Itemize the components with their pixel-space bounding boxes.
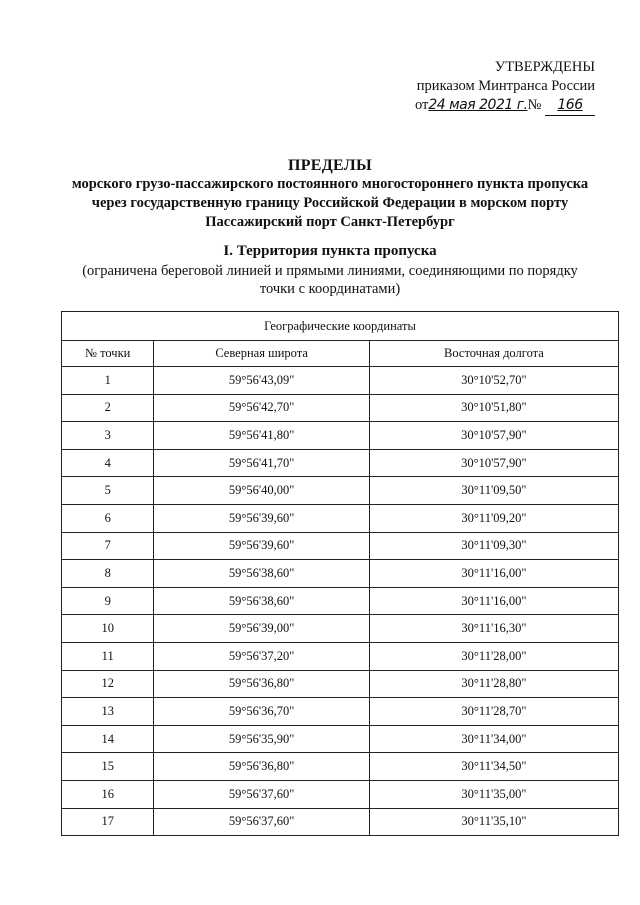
longitude-cell: 30°11'35,10" (369, 808, 618, 836)
longitude-cell: 30°10'51,80" (369, 394, 618, 422)
point-number-cell: 4 (62, 449, 154, 477)
document-title: ПРЕДЕЛЫ (287, 157, 373, 174)
latitude-cell: 59°56'38,60" (154, 587, 369, 615)
handwritten-number: 166 (557, 97, 583, 113)
table-row (62, 587, 619, 615)
approval-order: приказом Минтранса России (416, 78, 595, 94)
point-number-cell: 9 (62, 587, 154, 615)
table-row (62, 725, 619, 753)
latitude-cell: 59°56'41,70" (154, 449, 369, 477)
table-row (62, 449, 619, 477)
latitude-cell: 59°56'37,20" (154, 642, 369, 670)
point-number-cell: 15 (62, 753, 154, 781)
latitude-cell: 59°56'36,80" (154, 670, 369, 698)
longitude-cell: 30°11'28,70" (369, 698, 618, 726)
longitude-cell: 30°11'34,00" (369, 725, 618, 753)
point-number-cell: 2 (62, 394, 154, 422)
section-title: I. Территория пункта пропуска (223, 243, 437, 259)
table-group-header: Географические координаты (62, 312, 619, 341)
table-row (62, 698, 619, 726)
table-row (62, 670, 619, 698)
latitude-cell: 59°56'39,00" (154, 615, 369, 643)
longitude-cell: 30°10'57,90" (369, 422, 618, 450)
table-row (62, 642, 619, 670)
longitude-cell: 30°11'28,00" (369, 642, 618, 670)
section-note-line: точки с координатами) (259, 281, 401, 297)
point-number-cell: 13 (62, 698, 154, 726)
section-note (50, 262, 610, 298)
longitude-cell: 30°10'57,90" (369, 449, 618, 477)
latitude-cell: 59°56'42,70" (154, 394, 369, 422)
point-number-cell: 16 (62, 780, 154, 808)
latitude-cell: 59°56'39,60" (154, 532, 369, 560)
latitude-cell: 59°56'37,60" (154, 780, 369, 808)
longitude-cell: 30°11'16,00" (369, 560, 618, 588)
point-number-cell: 7 (62, 532, 154, 560)
coordinates-table (61, 311, 619, 836)
latitude-cell: 59°56'36,80" (154, 753, 369, 781)
date-prefix: от (414, 97, 429, 113)
subtitle-line: морского грузо-пассажирского постоянного многостороннего пункта пропуска (71, 176, 589, 192)
table-row (62, 780, 619, 808)
handwritten-date: 24 мая 2021 г. (428, 97, 528, 113)
longitude-cell: 30°10'52,70" (369, 367, 618, 395)
longitude-cell: 30°11'16,30" (369, 615, 618, 643)
latitude-cell: 59°56'36,70" (154, 698, 369, 726)
table-row (62, 477, 619, 505)
latitude-cell: 59°56'39,60" (154, 504, 369, 532)
point-number-cell: 5 (62, 477, 154, 505)
latitude-cell: 59°56'37,60" (154, 808, 369, 836)
point-number-cell: 8 (62, 560, 154, 588)
point-number-cell: 3 (62, 422, 154, 450)
latitude-cell: 59°56'38,60" (154, 560, 369, 588)
subtitle-line: Пассажирский порт Санкт-Петербург (205, 214, 455, 230)
point-number-cell: 12 (62, 670, 154, 698)
point-number-cell: 1 (62, 367, 154, 395)
point-number-cell: 6 (62, 504, 154, 532)
longitude-cell: 30°11'35,00" (369, 780, 618, 808)
latitude-cell: 59°56'35,90" (154, 725, 369, 753)
table-row (62, 504, 619, 532)
table-row (62, 532, 619, 560)
table-row (62, 560, 619, 588)
longitude-cell: 30°11'16,00" (369, 587, 618, 615)
column-header-longitude: Восточная долгота (369, 341, 618, 367)
longitude-cell: 30°11'09,20" (369, 504, 618, 532)
point-number-cell: 11 (62, 642, 154, 670)
document-subtitle (40, 175, 620, 232)
latitude-cell: 59°56'41,80" (154, 422, 369, 450)
table-row (62, 808, 619, 836)
section-note-line: (ограничена береговой линией и прямыми линиями, соединяющими по порядку (82, 263, 578, 279)
table-row (62, 367, 619, 395)
latitude-cell: 59°56'40,00" (154, 477, 369, 505)
subtitle-line: через государственную границу Российской Федерации в морском порту (91, 195, 569, 211)
table-row (62, 753, 619, 781)
number-prefix: № (527, 97, 542, 113)
table-body (62, 367, 619, 836)
table-row (62, 394, 619, 422)
column-header-point: № точки (62, 341, 154, 367)
longitude-cell: 30°11'09,30" (369, 532, 618, 560)
longitude-cell: 30°11'34,50" (369, 753, 618, 781)
table-row (62, 422, 619, 450)
table-row (62, 615, 619, 643)
longitude-cell: 30°11'09,50" (369, 477, 618, 505)
point-number-cell: 10 (62, 615, 154, 643)
approval-date-number (405, 96, 595, 116)
approval-block (405, 58, 595, 116)
latitude-cell: 59°56'43,09" (154, 367, 369, 395)
approval-heading: УТВЕРЖДЕНЫ (494, 59, 595, 75)
column-header-latitude: Северная широта (154, 341, 369, 367)
point-number-cell: 14 (62, 725, 154, 753)
point-number-cell: 17 (62, 808, 154, 836)
longitude-cell: 30°11'28,80" (369, 670, 618, 698)
